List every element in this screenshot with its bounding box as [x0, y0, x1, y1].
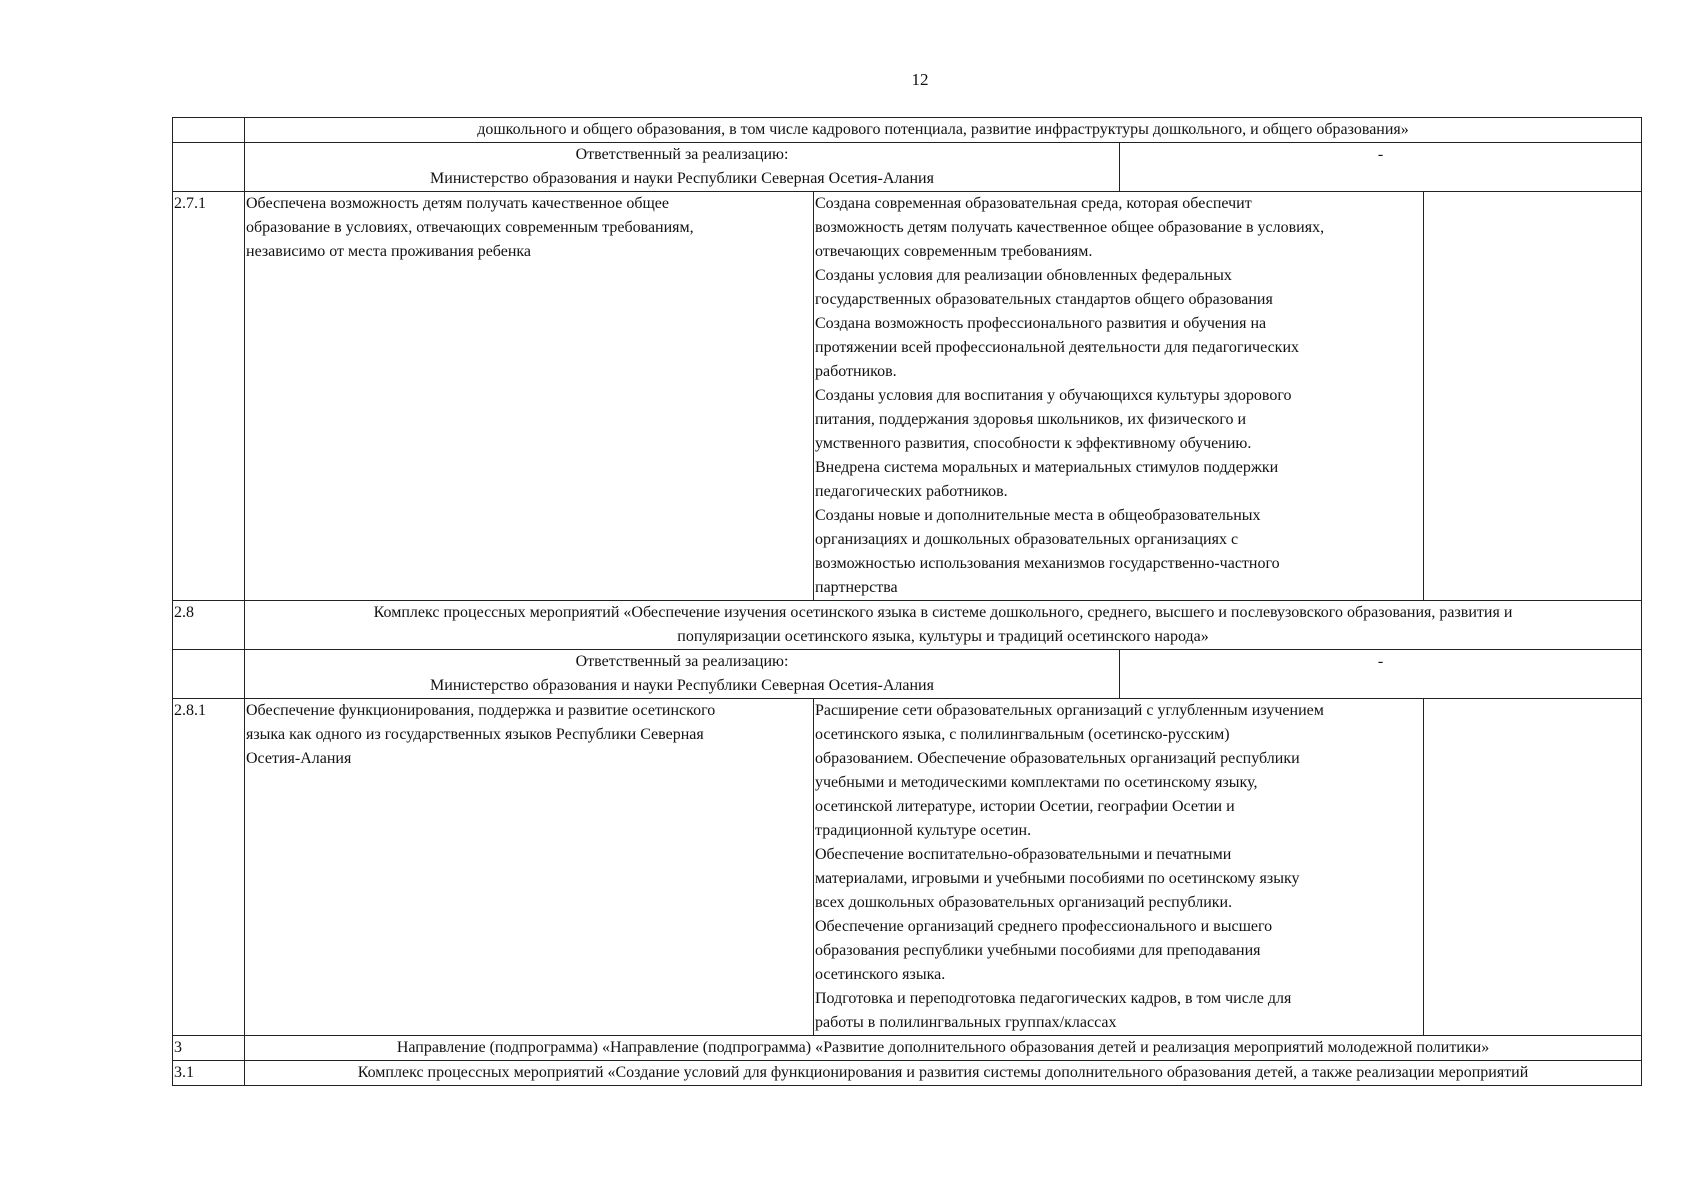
- responsible-cell: [245, 143, 1120, 192]
- activities-table: [172, 117, 1642, 1086]
- task-line: образование в условиях, отвечающих современным требованиям,: [246, 219, 694, 236]
- result-line: Обеспечение организаций среднего профессионального и высшего: [815, 918, 1273, 935]
- task-line: Обеспечена возможность детям получать качественное общее: [246, 195, 669, 212]
- responsible-label: Ответственный за реализацию:: [575, 146, 789, 163]
- responsible-row: [173, 650, 1642, 699]
- result-line: Подготовка и переподготовка педагогических кадров, в том числе для: [815, 990, 1292, 1007]
- result-line: работы в полилингвальных группах/классах: [815, 1014, 1117, 1031]
- section-row-2-7-tail: [173, 118, 1642, 143]
- number-cell: [173, 118, 245, 143]
- result-line: Расширение сети образовательных организаций с углубленным изучением: [815, 702, 1324, 719]
- task-line: языка как одного из государственных языков Республики Северная: [246, 726, 704, 743]
- row-number: 3: [173, 1036, 245, 1061]
- result-line: отвечающих современным требованиям.: [815, 243, 1093, 260]
- result-line: протяжении всей профессиональной деятельности для педагогических: [815, 339, 1299, 356]
- result-cell: [814, 192, 1424, 601]
- task-cell: [245, 699, 814, 1036]
- result-line: материалами, игровыми и учебными пособиями по осетинскому языку: [815, 870, 1300, 887]
- section-title: Комплекс процессных мероприятий «Создание условий для функционирования и развития системы дополнительного образования детей, а также реализации мероприятий: [245, 1061, 1642, 1086]
- task-line: независимо от места проживания ребенка: [246, 243, 532, 260]
- result-line: питания, поддержания здоровья школьников, их физического и: [815, 411, 1247, 428]
- result-line: осетинского языка, с полилингвальным (осетинско-русским): [815, 726, 1230, 743]
- task-line: Обеспечение функционирования, поддержка и развитие осетинского: [246, 702, 716, 719]
- result-line: образования республики учебными пособиями для преподавания: [815, 942, 1261, 959]
- empty-cell: [1424, 192, 1642, 601]
- responsible-cell: [245, 650, 1120, 699]
- task-cell: [245, 192, 814, 601]
- result-line: учебными и методическими комплектами по осетинскому языку,: [815, 774, 1258, 791]
- result-line: возможность детям получать качественное общее образование в условиях,: [815, 219, 1325, 236]
- section-title: дошкольного и общего образования, в том числе кадрового потенциала, развитие инфраструктуры дошкольного, и общего образования»: [245, 118, 1642, 143]
- result-line: традиционной культуре осетин.: [815, 822, 1032, 839]
- result-line: осетинской литературе, истории Осетии, географии Осетии и: [815, 798, 1235, 815]
- dash-cell: -: [1120, 143, 1642, 192]
- empty-cell: [1424, 699, 1642, 1036]
- result-line: Создана современная образовательная среда, которая обеспечит: [815, 195, 1252, 212]
- result-line: Обеспечение воспитательно-образовательными и печатными: [815, 846, 1232, 863]
- result-line: Создана возможность профессионального развития и обучения на: [815, 315, 1267, 332]
- result-line: возможностью использования механизмов государственно-частного: [815, 555, 1280, 572]
- section-title-line: Комплекс процессных мероприятий «Обеспечение изучения осетинского языка в системе дошкольного, среднего, высшего и послевузовского образования, развития и: [373, 604, 1513, 621]
- result-line: педагогических работников.: [815, 483, 1008, 500]
- result-line: Внедрена система моральных и материальных стимулов поддержки: [815, 459, 1279, 476]
- result-line: государственных образовательных стандартов общего образования: [815, 291, 1273, 308]
- row-number: 2.8.1: [173, 699, 245, 1036]
- section-row-3: [173, 1036, 1642, 1061]
- result-line: Созданы новые и дополнительные места в общеобразовательных: [815, 507, 1261, 524]
- number-cell: [173, 143, 245, 192]
- table-row-2-7-1: [173, 192, 1642, 601]
- section-title-line: популяризации осетинского языка, культуры и традиций осетинского народа»: [677, 628, 1209, 645]
- result-line: образованием. Обеспечение образовательных организаций республики: [815, 750, 1300, 767]
- row-number: 2.7.1: [173, 192, 245, 601]
- row-number: 3.1: [173, 1061, 245, 1086]
- page-number: 12: [911, 70, 929, 89]
- result-line: партнерства: [815, 579, 898, 596]
- result-line: Созданы условия для реализации обновленных федеральных: [815, 267, 1232, 284]
- task-line: Осетия-Алания: [246, 750, 352, 767]
- responsible-row: [173, 143, 1642, 192]
- responsible-label: Ответственный за реализацию:: [575, 653, 789, 670]
- section-row-2-8: [173, 601, 1642, 650]
- result-line: организациях и дошкольных образовательных организациях с: [815, 531, 1239, 548]
- result-cell: [814, 699, 1424, 1036]
- number-cell: [173, 650, 245, 699]
- row-number: 2.8: [173, 601, 245, 650]
- result-line: всех дошкольных образовательных организаций республики.: [815, 894, 1233, 911]
- result-line: работников.: [815, 363, 897, 380]
- section-row-3-1: [173, 1061, 1642, 1086]
- responsible-ministry: Министерство образования и науки Республики Северная Осетия-Алания: [430, 677, 934, 694]
- dash-cell: -: [1120, 650, 1642, 699]
- responsible-ministry: Министерство образования и науки Республики Северная Осетия-Алания: [430, 170, 934, 187]
- section-title: Направление (подпрограмма) «Направление (подпрограмма) «Развитие дополнительного образования детей и реализация мероприятий молодежной политики»: [245, 1036, 1642, 1061]
- table-row-2-8-1: [173, 699, 1642, 1036]
- section-title: [245, 601, 1642, 650]
- result-line: осетинского языка.: [815, 966, 946, 983]
- result-line: умственного развития, способности к эффективному обучению.: [815, 435, 1252, 452]
- result-line: Созданы условия для воспитания у обучающихся культуры здорового: [815, 387, 1292, 404]
